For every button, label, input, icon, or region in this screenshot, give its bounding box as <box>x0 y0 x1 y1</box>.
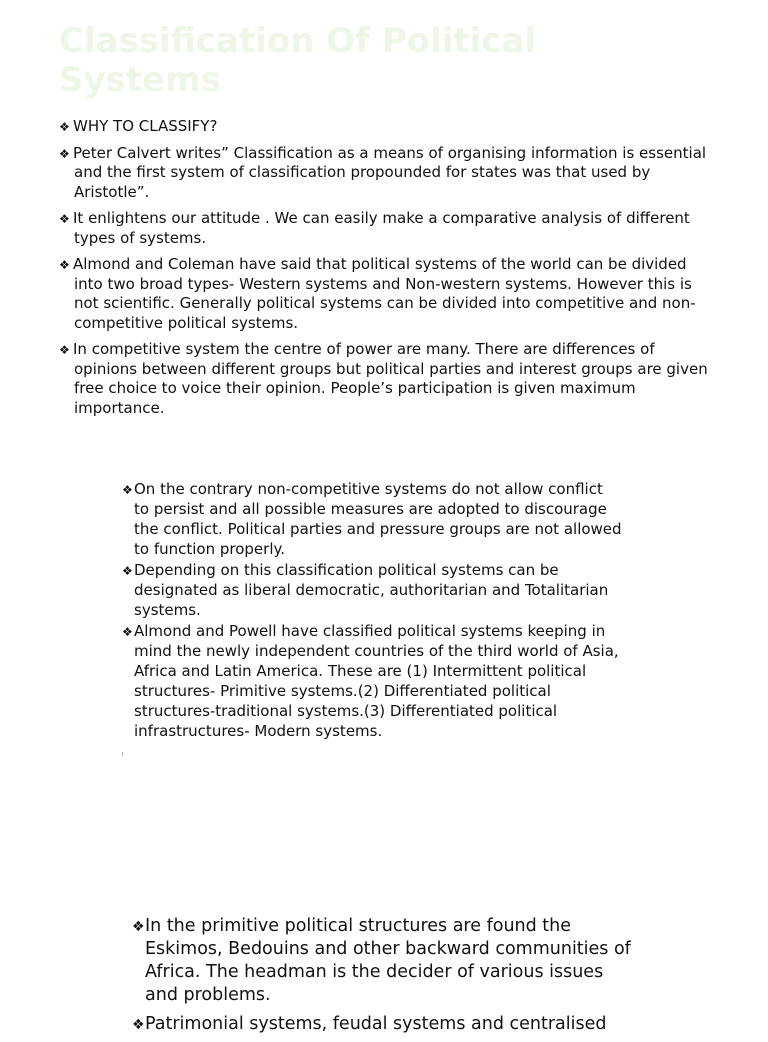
slide-title: Classification Of Political Systems <box>59 21 537 100</box>
bullet-text: WHY TO CLASSIFY? <box>73 117 218 135</box>
list-item <box>132 915 632 1007</box>
diamond-bullet-icon: ❖ <box>132 919 145 935</box>
list-item <box>59 209 719 248</box>
diamond-bullet-icon: ❖ <box>59 258 70 272</box>
list-item <box>122 479 622 559</box>
bullet-text: Patrimonial systems, feudal systems and centralised <box>145 1014 607 1034</box>
bullet-list-intro <box>59 117 719 425</box>
bullet-text: Peter Calvert writes” Classification as a means of organising information is essential and the first system of classification propounded for states was that used by Aristotle”. <box>73 143 707 201</box>
bullet-text: Almond and Coleman have said that political systems of the world can be divided into two broad types- Western systems and Non-western systems. However this is not scientific. Generally political systems can be divided into competitive and non-competitive political systems. <box>73 255 696 332</box>
bullet-list-structures <box>132 915 632 1042</box>
bullet-list-classification <box>122 479 622 742</box>
bullet-text: Depending on this classification political systems can be designated as liberal democratic, authoritarian and Totalitarian systems. <box>134 561 609 619</box>
list-item <box>59 340 719 418</box>
diamond-bullet-icon: ❖ <box>59 146 70 161</box>
list-item <box>59 255 719 333</box>
bullet-text: On the contrary non-competitive systems do not allow conflict to persist and all possible measures are adopted to discourage the conflict. Political parties and pressure groups are not allowed to function properly. <box>134 480 622 558</box>
diamond-bullet-icon: ❖ <box>122 564 133 578</box>
stray-mark <box>122 752 123 756</box>
list-item <box>59 144 719 203</box>
diamond-bullet-icon: ❖ <box>59 343 70 357</box>
bullet-text: Almond and Powell have classified political systems keeping in mind the newly independent countries of the third world of Asia, Africa and Latin America. These are (1) Intermittent political structures- Primitive systems.(2) Differentiated political structures-traditional systems.(3) Differentiated political infrastructures- Modern systems. <box>134 622 619 740</box>
diamond-bullet-icon: ❖ <box>132 1017 145 1033</box>
list-item <box>122 560 622 620</box>
bullet-text: It enlightens our attitude . We can easily make a comparative analysis of different types of systems. <box>73 209 690 247</box>
diamond-bullet-icon: ❖ <box>122 625 133 639</box>
bullet-text: In competitive system the centre of power are many. There are differences of opinions between different groups but political parties and interest groups are given free choice to voice their opinion. People’s participation is given maximum importance. <box>73 340 708 417</box>
bullet-text: In the primitive political structures are found the Eskimos, Bedouins and other backward communities of Africa. The headman is the decider of various issues and problems. <box>145 916 631 1005</box>
diamond-bullet-icon: ❖ <box>122 483 133 497</box>
diamond-bullet-icon: ❖ <box>59 212 70 226</box>
list-item <box>132 1013 632 1036</box>
diamond-bullet-icon: ❖ <box>59 120 70 134</box>
list-item <box>122 621 622 741</box>
list-item <box>59 117 719 137</box>
